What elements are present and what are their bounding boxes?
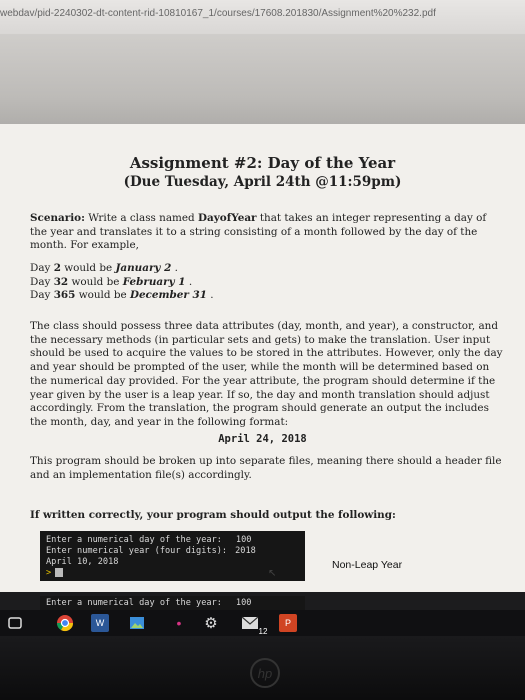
example-item: Day 2 would be January 2 . [30, 262, 178, 274]
cursor-block [55, 568, 63, 577]
sample-output-terminal [40, 531, 305, 581]
pdf-page [0, 124, 525, 592]
terminal-line: April 10, 2018 [46, 557, 119, 567]
mouse-pointer-icon: ↖ [268, 568, 277, 579]
address-bar[interactable] [0, 0, 525, 34]
powerpoint-icon[interactable]: P [279, 614, 297, 632]
leap-year-label: Non-Leap Year [332, 559, 403, 571]
page-title: Assignment #2: Day of the Year [129, 154, 396, 172]
photos-icon[interactable] [128, 614, 146, 632]
date-format-example: April 24, 2018 [218, 433, 307, 445]
page-subtitle: (Due Tuesday, April 24th @11:59pm) [123, 174, 402, 190]
sample-output-terminal-2: Enter a numerical day of the year: 100 [40, 596, 305, 610]
terminal-line: Enter numerical year (four digits): 2018 [46, 546, 256, 556]
example-item: Day 365 would be December 31 . [30, 289, 214, 302]
scenario-paragraph: Scenario: Write a class named DayofYear that takes an integer representing a day of the year and translates it to a string consisting of a month followed by the day of the month. For example, [30, 212, 487, 252]
scenario-label: Scenario: [30, 212, 85, 224]
terminal-prompt: > [46, 568, 299, 579]
terminal-line: Enter a numerical day of the year: 100 [46, 535, 252, 545]
settings-gear-icon[interactable]: ⚙ [204, 615, 218, 632]
chrome-icon[interactable] [56, 614, 74, 632]
task-view-icon[interactable] [6, 614, 24, 632]
pdf-viewer-margin [0, 34, 525, 124]
url-text: webdav/pid-2240302-dt-content-rid-10810167_1/courses/17608.201830/Assignment%20%232.pdf [0, 8, 436, 19]
files-paragraph: This program should be broken up into separate files, meaning there should a header file and an implementation file(s) accordingly. [30, 455, 502, 481]
notification-count: 12 [258, 626, 268, 636]
dot-icon[interactable]: • [176, 615, 182, 631]
word-icon[interactable]: W [91, 614, 109, 632]
example-item: Day 32 would be February 1 . [30, 275, 193, 288]
taskbar [0, 610, 525, 636]
hp-logo: hp [250, 658, 280, 688]
class-name: DayofYear [198, 212, 257, 224]
attributes-paragraph: The class should possess three data attributes (day, month, and year), a constructor, and the necessary methods (in particular sets and gets) to make the translation. User input should be used to acquire the values to be stored in the attributes. However, only the day and year should be prompted of the user, while the month will be determined based on the numerical day provided. For the year attribute, the program should determine if the year given by the user is a leap year. If so, the day and month translation should adjust accordingly. From the translation, the program should generate an output the includes the month, day, and year in the following format: [30, 320, 503, 428]
output-heading: If written correctly, your program should output the following: [30, 509, 396, 521]
examples-list [30, 262, 506, 303]
